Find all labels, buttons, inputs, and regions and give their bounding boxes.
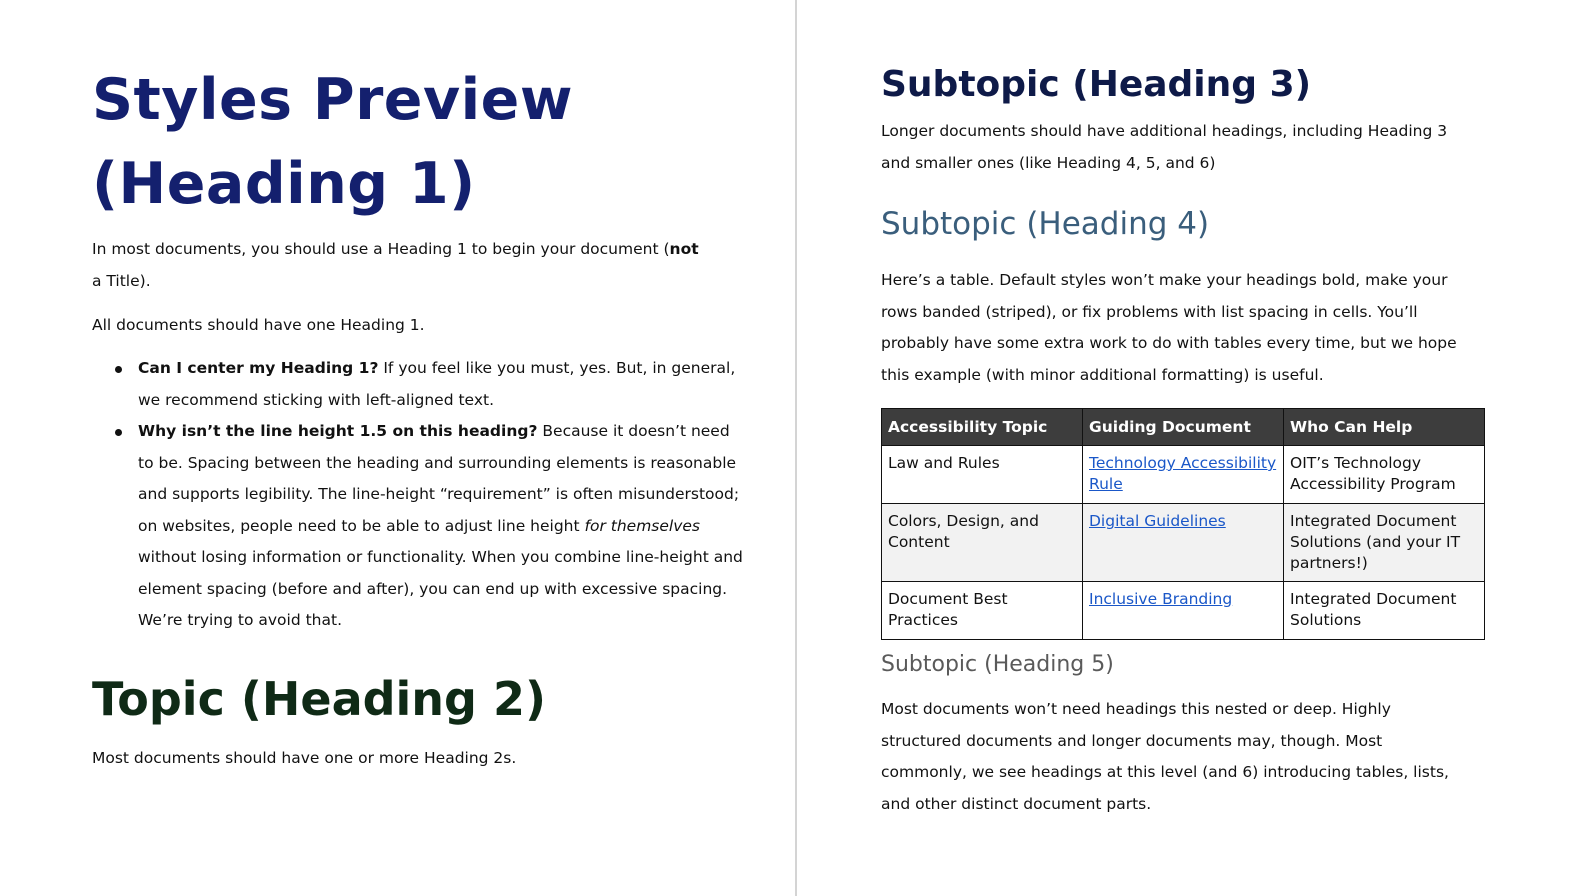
heading-1: Styles Preview (Heading 1) (92, 67, 573, 217)
table-cell: Integrated Document Solutions (1284, 582, 1485, 640)
bullet-text-after: without losing information or functionality. When you combine line-height and element spacing (before and after), you can end up with excessive spacing. We’re trying to avoid that. (138, 548, 743, 629)
intro-paragraph-1 (92, 234, 702, 297)
technology-accessibility-rule-link[interactable]: Technology Accessibility Rule (1089, 454, 1277, 493)
heading-5-paragraph: Most documents won’t need headings this nested or deep. Highly structured documents and longer documents may, though. Most commonly, we see headings at this level (and 6) introducing tables, lists, and other distinct document parts. (881, 700, 1449, 813)
bullet-dot-icon (115, 429, 122, 436)
digital-guidelines-link[interactable]: Digital Guidelines (1089, 512, 1226, 530)
table-cell (1083, 504, 1284, 582)
bullet-italic: for themselves (584, 516, 700, 535)
intro-p1-bold: not (669, 240, 699, 258)
table-cell: Document Best Practices (882, 582, 1083, 640)
table-cell: Law and Rules (882, 446, 1083, 504)
table-row (882, 582, 1485, 640)
table-cell: Colors, Design, and Content (882, 504, 1083, 582)
table-header-cell: Who Can Help (1284, 409, 1485, 446)
heading-3-paragraph: Longer documents should have additional headings, including Heading 3 and smaller ones (like Heading 4, 5, and 6) (881, 122, 1448, 172)
heading-5: Subtopic (Heading 5) (881, 652, 1114, 677)
accessibility-table (881, 408, 1485, 640)
table-row (882, 446, 1485, 504)
bullet-bold-lead: Can I center my Heading 1? (138, 359, 379, 377)
table-cell: OIT’s Technology Accessibility Program (1284, 446, 1485, 504)
bullet-item (138, 353, 748, 416)
table-cell (1083, 582, 1284, 640)
heading-3: Subtopic (Heading 3) (881, 64, 1312, 105)
table-header-row (882, 409, 1485, 446)
heading-4-paragraph: Here’s a table. Default styles won’t make your headings bold, make your rows banded (striped), or fix problems with list spacing in cells. You’ll probably have some extra work to do with tables every time, but we hope this example (with minor additional formatting) is useful. (881, 271, 1457, 384)
table-cell (1083, 446, 1284, 504)
inclusive-branding-link[interactable]: Inclusive Branding (1089, 590, 1233, 608)
table-header-cell: Accessibility Topic (882, 409, 1083, 446)
bullet-item (138, 416, 748, 637)
intro-p1-start: In most documents, you should use a Heading 1 to begin your document ( (92, 240, 670, 258)
intro-paragraph-2: All documents should have one Heading 1. (92, 316, 425, 334)
table-cell: Integrated Document Solutions (and your IT partners!) (1284, 504, 1485, 582)
heading-2: Topic (Heading 2) (92, 672, 547, 726)
bullet-bold-lead: Why isn’t the line height 1.5 on this heading? (138, 422, 538, 440)
bullet-list (92, 353, 748, 637)
bullet-dot-icon (115, 366, 122, 373)
table-header-cell: Guiding Document (1083, 409, 1284, 446)
heading-2-paragraph: Most documents should have one or more Heading 2s. (92, 749, 517, 767)
heading-4: Subtopic (Heading 4) (881, 206, 1210, 242)
intro-p1-end: a Title). (92, 271, 151, 290)
bullet-text: If you feel like you must, yes. But, in general, we recommend sticking with left-aligned text. (138, 359, 736, 409)
table-row (882, 504, 1485, 582)
bullet-text: Because it doesn’t need to be. Spacing between the heading and surrounding elements is reasonable and supports legibility. The line-height “requirement” is often misunderstood; on websites, people need to be able to adjust line height (138, 422, 740, 535)
